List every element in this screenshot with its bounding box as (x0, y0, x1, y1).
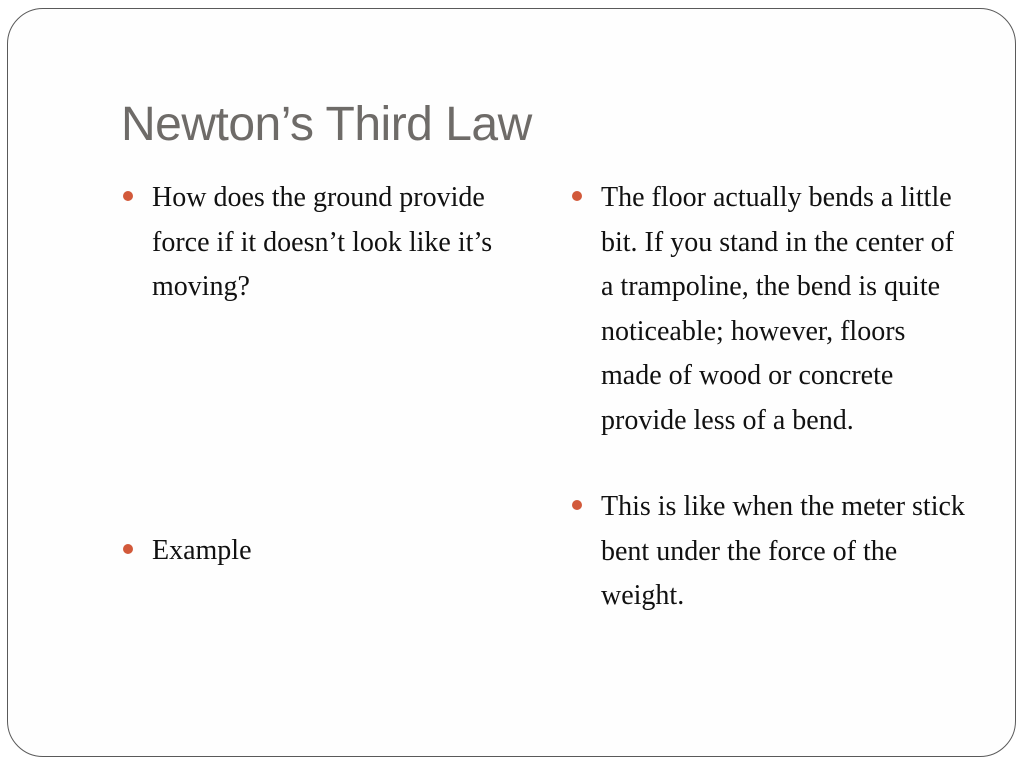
bullet-text: Example (152, 535, 252, 566)
slide-frame (7, 8, 1016, 757)
bullet-text: The floor actually bends a little bit. If you stand in the center of a trampoline, the bend is quite noticeable; however, floors made of wood or concrete provide less of a bend. (601, 182, 955, 436)
bullet-text: How does the ground provide force if it doesn’t look like it’s moving? (152, 182, 493, 302)
bullet-dot-icon (123, 191, 133, 201)
left-column (123, 176, 493, 566)
bullet-item (123, 176, 493, 310)
bullet-item (572, 176, 972, 443)
bullet-item (572, 485, 972, 619)
bullet-dot-icon (123, 544, 133, 554)
bullet-dot-icon (572, 191, 582, 201)
bullet-dot-icon (572, 500, 582, 510)
slide-title: Newton’s Third Law (121, 98, 532, 151)
bullet-text: This is like when the meter stick bent under the force of the weight. (601, 491, 965, 611)
bullet-item (123, 529, 252, 574)
right-column (572, 176, 972, 619)
